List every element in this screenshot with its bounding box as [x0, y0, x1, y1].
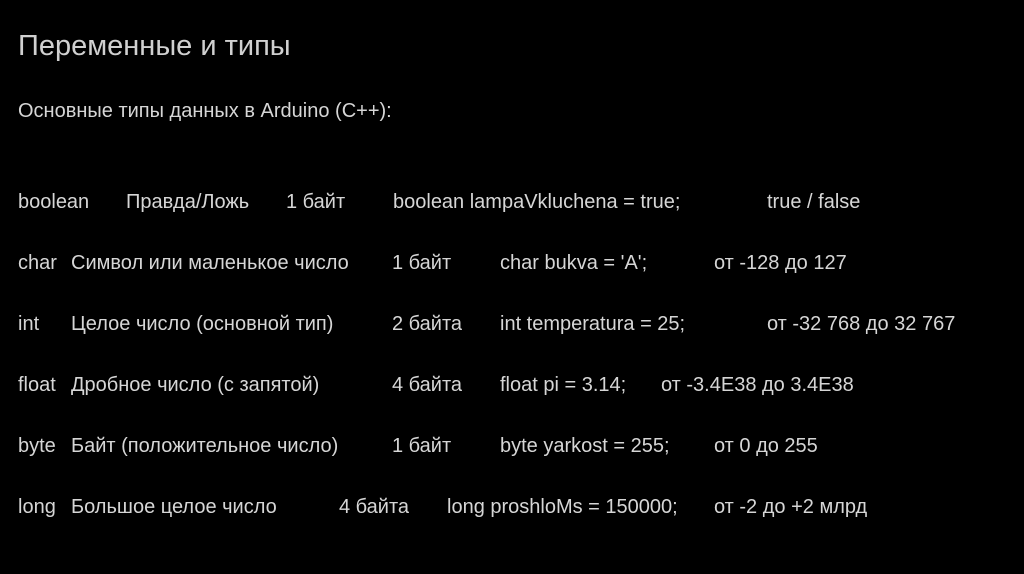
- type-size: 4 байта: [339, 496, 410, 518]
- type-name: long: [18, 496, 56, 518]
- type-row-byte: [0, 435, 1024, 463]
- type-example: long proshloMs = 150000;: [447, 496, 678, 518]
- type-name: float: [18, 374, 56, 396]
- type-row-float: [0, 374, 1024, 402]
- type-description: Байт (положительное число): [71, 435, 339, 457]
- type-name: int: [18, 313, 40, 335]
- type-description: Целое число (основной тип): [71, 313, 334, 335]
- type-description: Символ или маленькое число: [71, 252, 349, 274]
- type-range: от -128 до 127: [714, 252, 847, 274]
- type-range: от -2 до +2 млрд: [714, 496, 868, 518]
- type-description: Дробное число (с запятой): [71, 374, 320, 396]
- type-row-long: [0, 496, 1024, 524]
- type-example: byte yarkost = 255;: [500, 435, 670, 457]
- type-size: 1 байт: [392, 252, 452, 274]
- type-size: 2 байта: [392, 313, 463, 335]
- type-range: от -32 768 до 32 767: [767, 313, 956, 335]
- type-size: 1 байт: [286, 191, 346, 213]
- type-name: boolean: [18, 191, 90, 213]
- type-example: float pi = 3.14;: [500, 374, 627, 396]
- type-row-char: [0, 252, 1024, 280]
- type-name: char: [18, 252, 57, 274]
- slide-subtitle: Основные типы данных в Arduino (C++):: [18, 100, 392, 122]
- type-range: от 0 до 255: [714, 435, 818, 457]
- type-description: Большое целое число: [71, 496, 277, 518]
- type-name: byte: [18, 435, 56, 457]
- type-example: int temperatura = 25;: [500, 313, 686, 335]
- type-row-int: [0, 313, 1024, 341]
- type-row-boolean: [0, 191, 1024, 219]
- type-size: 1 байт: [392, 435, 452, 457]
- type-description: Правда/Ложь: [126, 191, 250, 213]
- type-example: char bukva = 'A';: [500, 252, 648, 274]
- slide-title: Переменные и типы: [18, 30, 291, 62]
- type-range: от -3.4E38 до 3.4E38: [661, 374, 854, 396]
- type-range: true / false: [767, 191, 861, 213]
- type-example: boolean lampaVkluchena = true;: [393, 191, 681, 213]
- type-size: 4 байта: [392, 374, 463, 396]
